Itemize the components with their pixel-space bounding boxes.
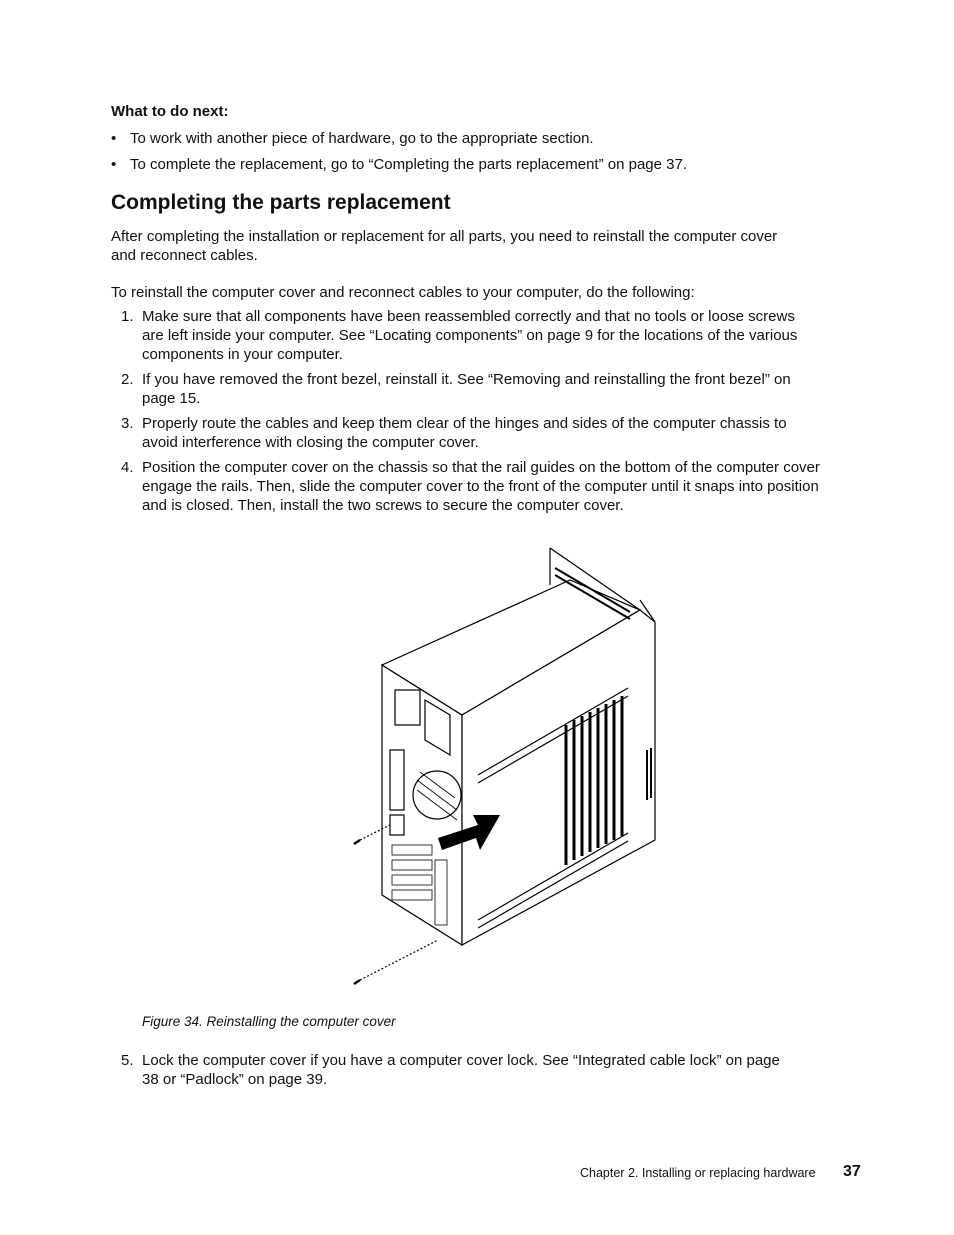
step-2: 2. If you have removed the front bezel, reinstall it. See “Removing and reinstalling the front bezel” on page 15. [121,371,791,407]
page-number: 37 [843,1163,861,1180]
intro-paragraph: After completing the installation or replacement for all parts, you need to reinstall the computer cover and reconnect cables. [111,228,778,264]
bullet-item: • To work with another piece of hardware, go to the appropriate section. [111,130,594,147]
footer-chapter: Chapter 2. Installing or replacing hardware [580,1166,816,1180]
bullet-icon: • [111,130,117,147]
bullet-item: • To complete the replacement, go to “Completing the parts replacement” on page 37. [111,156,687,173]
step-1: 1. Make sure that all components have been reassembled correctly and that no tools or loose screws are left inside your computer. See “Locating components” on page 9 for the locations of the various components in your computer. [121,308,798,363]
computer-cover-illustration [340,540,670,1000]
lead-paragraph: To reinstall the computer cover and reconnect cables to your computer, do the following: [111,284,695,301]
what-to-do-next-heading: What to do next: [111,103,229,120]
step-3: 3. Properly route the cables and keep them clear of the hinges and sides of the computer chassis to avoid interference with closing the computer cover. [121,415,787,451]
figure-caption: Figure 34. Reinstalling the computer cover [142,1014,396,1029]
step-4: 4. Position the computer cover on the chassis so that the rail guides on the bottom of the computer cover engage the rails. Then, slide the computer cover to the front of the computer until it snaps into position and is closed. Then, install the two screws to secure the computer cover. [121,459,820,514]
section-heading: Completing the parts replacement [111,191,451,214]
bullet-icon: • [111,156,117,173]
step-5: 5. Lock the computer cover if you have a computer cover lock. See “Integrated cable lock” on page 38 or “Padlock” on page 39. [121,1052,780,1088]
